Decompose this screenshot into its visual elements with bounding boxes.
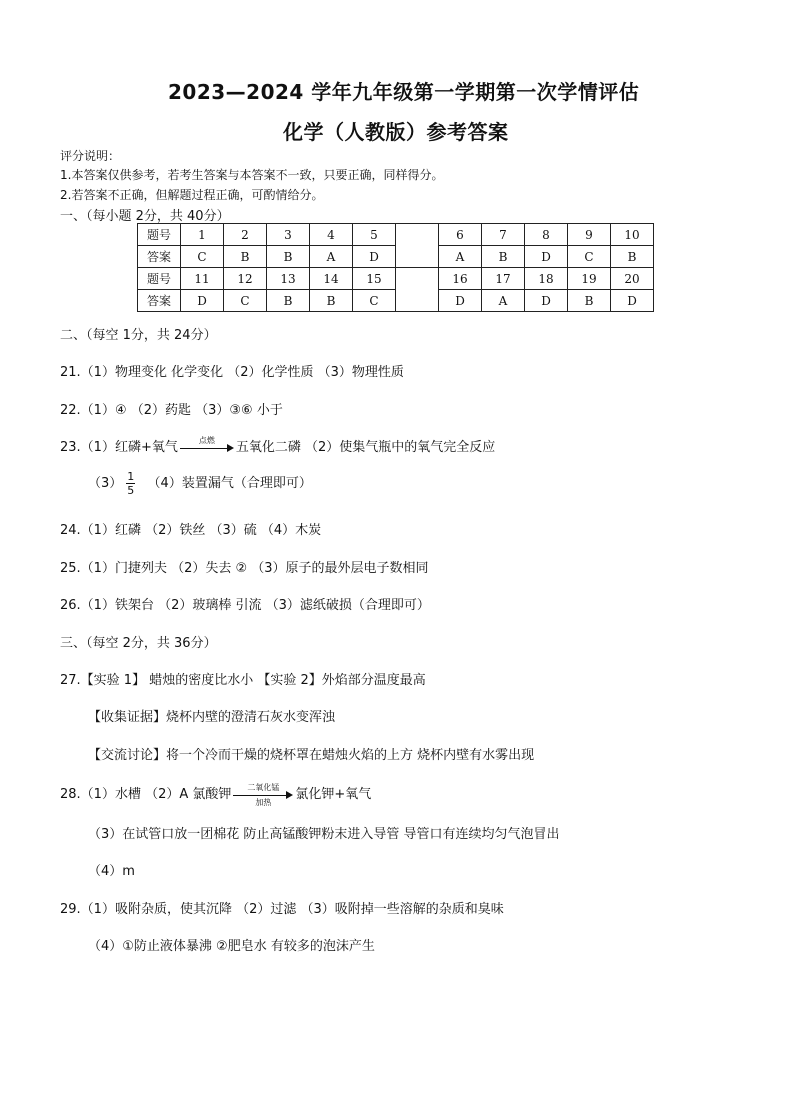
table-cell: 16 <box>439 268 482 290</box>
notes-line-1: 1.本答案仅供参考，若考生答案与本答案不一致，只要正确，同样得分。 <box>60 168 444 182</box>
fraction <box>126 470 135 497</box>
table-cell-label: 答案 <box>138 290 181 312</box>
table-cell: 11 <box>181 268 224 290</box>
table-cell: C <box>568 246 611 268</box>
table-cell: 9 <box>568 224 611 246</box>
answer-27-line-2: 【收集证据】烧杯内壁的澄清石灰水变浑浊 <box>88 710 336 725</box>
answer-23-line-1 <box>60 436 495 459</box>
table-cell: 13 <box>267 268 310 290</box>
table-cell: B <box>568 290 611 312</box>
table-cell: 5 <box>353 224 396 246</box>
section-3-heading: 三、（每空 2分，共 36分） <box>60 636 217 651</box>
table-cell-label: 题号 <box>138 224 181 246</box>
answer-28-line-2: （3）在试管口放一团棉花 防止高锰酸钾粉末进入导管 导管口有连续均匀气泡冒出 <box>88 827 560 842</box>
answer-23-rest: 五氧化二磷 （2）使集气瓶中的氧气完全反应 <box>235 440 496 455</box>
table-gap <box>396 224 439 268</box>
table-cell: C <box>224 290 267 312</box>
table-cell: 6 <box>439 224 482 246</box>
answer-23-part4: （4）装置漏气（合理即可） <box>147 476 312 491</box>
fraction-denominator: 5 <box>127 484 135 497</box>
table-cell: D <box>525 290 568 312</box>
table-cell: D <box>181 290 224 312</box>
table-row <box>138 224 654 246</box>
table-cell: 10 <box>611 224 654 246</box>
answer-29-line-1: 29.（1）吸附杂质，使其沉降 （2）过滤 （3）吸附掉一些溶解的杂质和臭味 <box>60 902 504 917</box>
section-1-heading: 一、（每小题 2分，共 40分） <box>60 209 230 224</box>
table-cell: 4 <box>310 224 353 246</box>
table-cell: B <box>267 290 310 312</box>
answer-table <box>137 223 654 312</box>
page-subtitle: 化学（人教版）参考答案 <box>283 120 509 144</box>
table-cell: B <box>224 246 267 268</box>
table-cell: C <box>181 246 224 268</box>
notes-line-2: 2.若答案不正确，但解题过程正确，可酌情给分。 <box>60 188 324 202</box>
table-cell: 19 <box>568 268 611 290</box>
table-cell: A <box>310 246 353 268</box>
answer-23-reactants: 23.（1）红磷+氧气 <box>60 440 178 455</box>
answer-28-start: 28.（1）水槽 （2）A 氯酸钾 <box>60 787 232 802</box>
table-cell: A <box>482 290 525 312</box>
table-cell: 1 <box>181 224 224 246</box>
page-title: 2023—2024 学年九年级第一学期第一次学情评估 <box>168 80 640 104</box>
reaction-arrow-icon <box>180 437 234 459</box>
table-cell: 18 <box>525 268 568 290</box>
section-2-heading: 二、（每空 1分，共 24分） <box>60 328 217 343</box>
table-cell: B <box>611 246 654 268</box>
reaction-condition: 加热 <box>255 797 272 807</box>
table-cell: B <box>482 246 525 268</box>
reaction-arrow-icon <box>233 784 293 806</box>
notes-heading: 评分说明： <box>60 149 121 163</box>
table-cell: 17 <box>482 268 525 290</box>
table-cell: 3 <box>267 224 310 246</box>
answer-29-line-2: （4）①防止液体暴沸 ②肥皂水 有较多的泡沫产生 <box>88 939 375 954</box>
table-cell: D <box>525 246 568 268</box>
answer-22: 22.（1）④ （2）药匙 （3）③⑥ 小于 <box>60 403 283 418</box>
table-cell: A <box>439 246 482 268</box>
table-cell-label: 答案 <box>138 246 181 268</box>
table-cell: 15 <box>353 268 396 290</box>
table-cell: 12 <box>224 268 267 290</box>
table-row <box>138 268 654 290</box>
table-cell-label: 题号 <box>138 268 181 290</box>
table-cell: 8 <box>525 224 568 246</box>
table-cell: B <box>310 290 353 312</box>
answer-25: 25.（1）门捷列夫 （2）失去 ② （3）原子的最外层电子数相同 <box>60 561 429 576</box>
answer-26: 26.（1）铁架台 （2）玻璃棒 引流 （3）滤纸破损（合理即可） <box>60 598 430 613</box>
table-cell: B <box>267 246 310 268</box>
table-cell: D <box>439 290 482 312</box>
answer-23-part3: （3） <box>88 476 123 491</box>
table-cell: D <box>353 246 396 268</box>
answer-27-line-1: 27.【实验 1】 蜡烛的密度比水小 【实验 2】外焰部分温度最高 <box>60 673 426 688</box>
reaction-condition: 点燃 <box>198 435 215 445</box>
answer-23-line-2 <box>88 470 312 497</box>
answer-28-line-3: （4）m <box>88 864 135 879</box>
answer-27-line-3: 【交流讨论】将一个冷而干燥的烧杯罩在蜡烛火焰的上方 烧杯内壁有水雾出现 <box>88 748 535 763</box>
answer-21: 21.（1）物理变化 化学变化 （2）化学性质 （3）物理性质 <box>60 365 404 380</box>
fraction-numerator: 1 <box>127 470 135 483</box>
table-cell: 7 <box>482 224 525 246</box>
answer-24: 24.（1）红磷 （2）铁丝 （3）硫 （4）木炭 <box>60 523 322 538</box>
table-cell: 14 <box>310 268 353 290</box>
table-cell: D <box>611 290 654 312</box>
table-gap <box>396 268 439 312</box>
table-cell: C <box>353 290 396 312</box>
table-cell: 2 <box>224 224 267 246</box>
table-cell: 20 <box>611 268 654 290</box>
answer-28-products: 氯化钾+氧气 <box>295 787 372 802</box>
reaction-catalyst: 二氧化锰 <box>247 782 280 792</box>
answer-28-line-1 <box>60 783 371 806</box>
